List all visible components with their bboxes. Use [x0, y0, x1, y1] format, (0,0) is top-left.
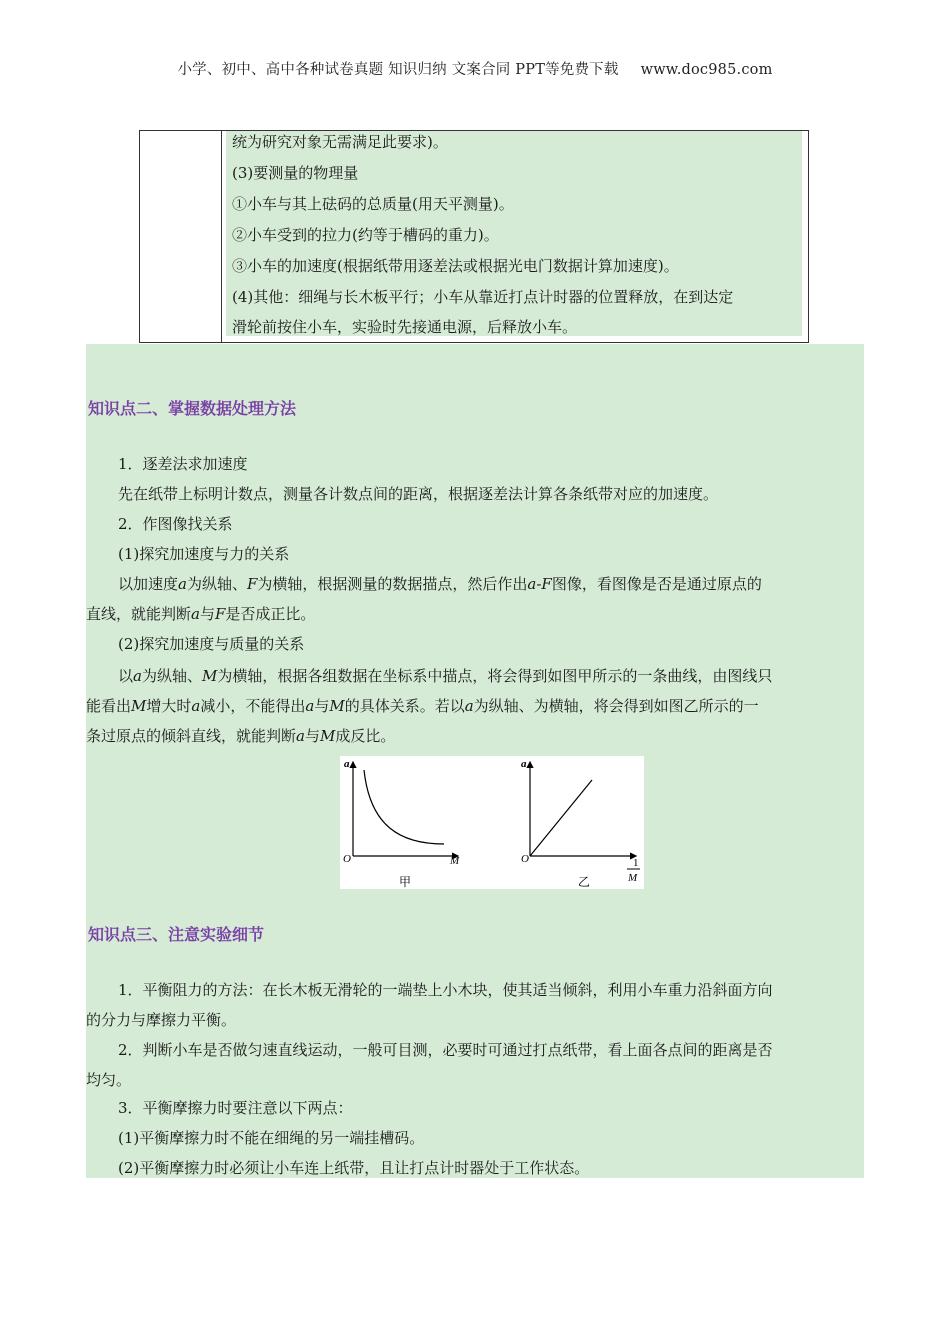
requirements-table	[139, 130, 809, 343]
table-line: ①小车与其上砝码的总质量(用天平测量)。	[232, 195, 514, 213]
paragraph: 2．作图像找关系	[118, 515, 233, 533]
paragraph: 直线，就能判断a与F是否成正比。	[86, 605, 316, 623]
paragraph: 条过原点的倾斜直线，就能判断a与M成反比。	[86, 727, 396, 745]
left-y-label: a	[344, 758, 350, 770]
paragraph: 以加速度a为纵轴、F为横轴，根据测量的数据描点，然后作出a-F图像，看图像是否是通过原点的	[118, 575, 762, 593]
section3-title: 知识点三、注意实验细节	[88, 925, 265, 944]
paragraph: 1．平衡阻力的方法：在长木板无滑轮的一端垫上小木块，使其适当倾斜，利用小车重力沿斜面方向	[118, 981, 773, 999]
paragraph: 3．平衡摩擦力时要注意以下两点：	[118, 1099, 353, 1117]
page-header	[0, 58, 950, 79]
table-left-column	[140, 131, 222, 342]
table-line: (4)其他：细绳与长木板平行；小车从靠近打点计时器的位置释放，在到达定	[232, 288, 734, 306]
header-text: 小学、初中、高中各种试卷真题 知识归纳 文案合同 PPT等免费下载	[177, 62, 619, 78]
paragraph: 1．逐差法求加速度	[118, 455, 248, 473]
graph-figure	[340, 756, 644, 889]
paragraph: 先在纸带上标明计数点，测量各计数点间的距离，根据逐差法计算各条纸带对应的加速度。	[118, 485, 719, 503]
paragraph: (2)平衡摩擦力时必须让小车连上纸带，且让打点计时器处于工作状态。	[118, 1159, 590, 1177]
paragraph: 的分力与摩擦力平衡。	[86, 1011, 237, 1029]
left-caption: 甲	[399, 875, 412, 889]
graphs-svg	[340, 756, 644, 889]
right-origin: O	[521, 853, 529, 865]
table-line: (3)要测量的物理量	[232, 164, 359, 182]
right-caption: 乙	[578, 875, 591, 889]
left-origin: O	[343, 853, 351, 865]
table-line: ②小车受到的拉力(约等于槽码的重力)。	[232, 226, 499, 244]
header-url[interactable]: www.doc985.com	[640, 62, 773, 78]
paragraph: 均匀。	[86, 1071, 132, 1089]
paragraph: 以a为纵轴、M为横轴，根据各组数据在坐标系中描点，将会得到如图甲所示的一条曲线，由图线只	[118, 667, 773, 685]
section2-title: 知识点二、掌握数据处理方法	[88, 399, 297, 418]
paragraph: (2)探究加速度与质量的关系	[118, 635, 305, 653]
paragraph: (1)平衡摩擦力时不能在细绳的另一端挂槽码。	[118, 1129, 425, 1147]
right-x-num: 1	[633, 857, 639, 869]
paragraph: 能看出M增大时a减小，不能得出a与M的具体关系。若以a为纵轴、为横轴，将会得到如图乙所示的一	[86, 697, 759, 715]
right-y-label: a	[521, 758, 527, 770]
table-line: 统为研究对象无需满足此要求)。	[232, 133, 448, 151]
paragraph: 2．判断小车是否做匀速直线运动，一般可目测，必要时可通过打点纸带，看上面各点间的距离是否	[118, 1041, 773, 1059]
left-curve	[364, 770, 444, 844]
right-line	[530, 780, 592, 856]
table-line: 滑轮前按住小车，实验时先接通电源，后释放小车。	[232, 318, 578, 336]
left-x-label: M	[450, 855, 460, 867]
table-line: ③小车的加速度(根据纸带用逐差法或根据光电门数据计算加速度)。	[232, 257, 679, 275]
right-x-den: M	[628, 872, 638, 884]
paragraph: (1)探究加速度与力的关系	[118, 545, 290, 563]
